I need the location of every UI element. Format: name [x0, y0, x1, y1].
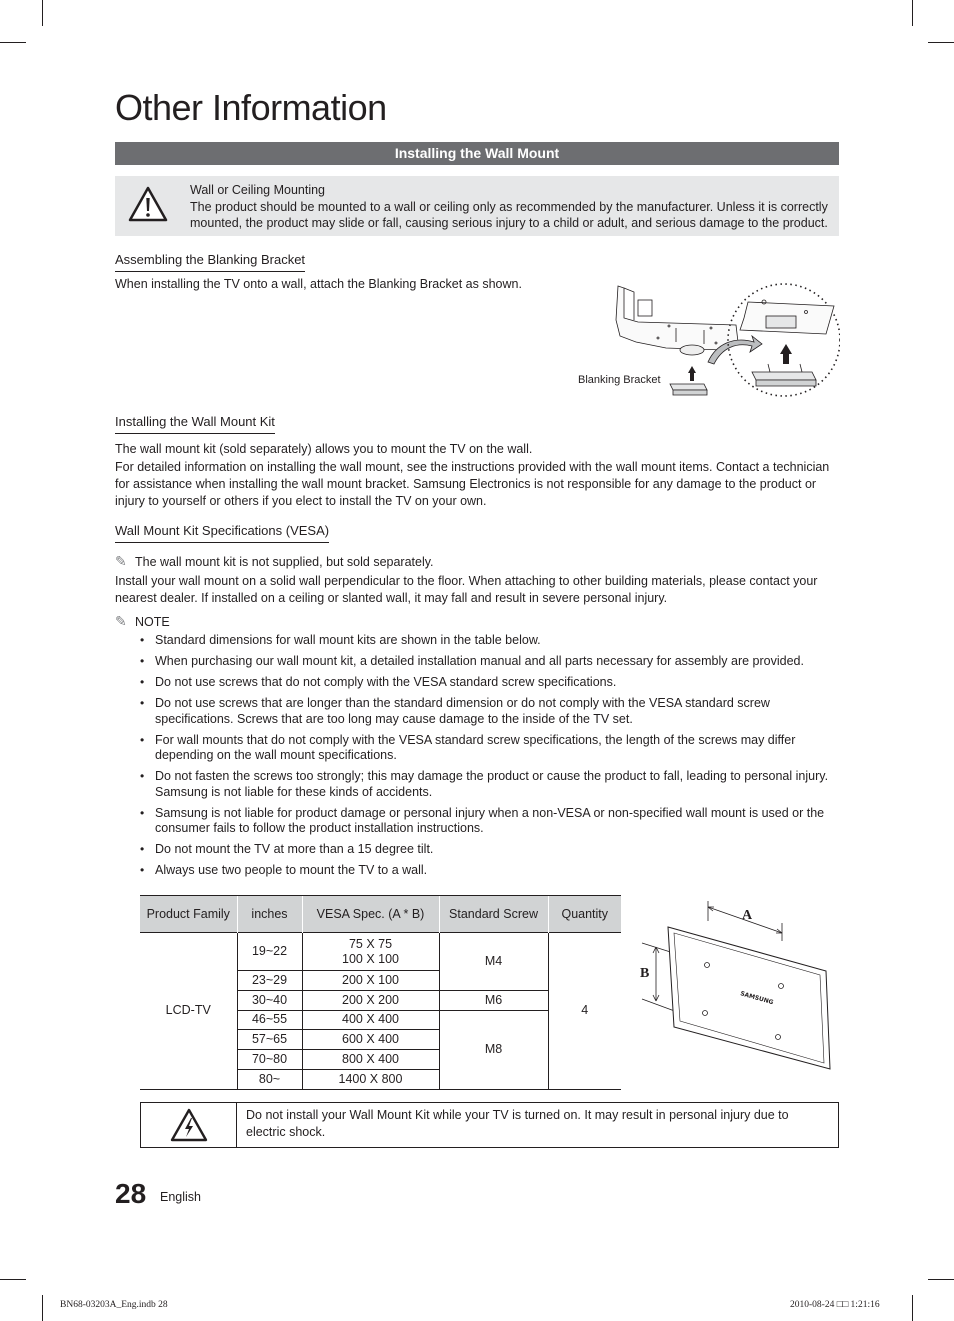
pencil-note-icon: ✎ — [115, 553, 127, 569]
pencil-note-icon: ✎ — [115, 613, 127, 629]
divider — [236, 1103, 237, 1147]
section-heading-vesa: Wall Mount Kit Specifications (VESA) — [115, 523, 329, 543]
note-label: NOTE — [135, 615, 170, 629]
table-cell-inches: 19~22 — [237, 933, 302, 971]
figure-label-b: B — [640, 966, 650, 981]
warning-text: The product should be mounted to a wall or ceiling only as recommended by the manufacturer. Unless it is correctly mounted, the product may slide or fall, causing serious injury to a child or adult, and serious damage to the product. — [190, 199, 828, 230]
table-cell-quantity: 4 — [548, 933, 621, 1090]
note-bullet-list — [140, 633, 840, 884]
electric-shock-icon — [170, 1108, 208, 1142]
table-cell-vesa — [302, 933, 439, 971]
table-cell-screw: M6 — [439, 990, 548, 1010]
list-item: • Always use two people to mount the TV to a wall. — [140, 863, 840, 879]
section-heading-blanking: Assembling the Blanking Bracket — [115, 252, 305, 272]
table-cell-family: LCD-TV — [140, 933, 237, 1090]
table-cell-inches: 23~29 — [237, 971, 302, 991]
warning-triangle-icon — [128, 186, 168, 222]
footer-file-info: BN68-03203A_Eng.indb 28 — [60, 1300, 168, 1310]
table-cell-inches: 80~ — [237, 1069, 302, 1089]
table-header-cell: Quantity — [548, 896, 621, 933]
blanking-bracket-figure — [576, 280, 840, 405]
warning-heading: Wall or Ceiling Mounting — [190, 183, 326, 197]
section-heading-wall-mount-kit: Installing the Wall Mount Kit — [115, 414, 275, 434]
table-cell-inches: 70~80 — [237, 1050, 302, 1070]
table-cell-inches: 46~55 — [237, 1010, 302, 1030]
table-cell-vesa-line: 100 X 100 — [342, 951, 399, 966]
list-item: • Do not use screws that are longer than the standard dimension or do not comply with the VESA standard screw specifications. Screws that are too long may cause damage to the inside of the TV set. — [140, 696, 840, 727]
footer-timestamp: 2010-08-24 □□ 1:21:16 — [790, 1300, 880, 1310]
list-item: • Do not mount the TV at more than a 15 degree tilt. — [140, 842, 840, 858]
list-item: • For wall mounts that do not comply with the VESA standard screw specifications, the length of the screws may differ depending on the wall mount specifications. — [140, 733, 840, 764]
table-cell-vesa: 200 X 100 — [302, 971, 439, 991]
note-line-1 — [115, 553, 434, 571]
crop-mark — [42, 1295, 43, 1321]
vesa-text: Install your wall mount on a solid wall perpendicular to the floor. When attaching to other building materials, please contact your nearest dealer. If installed on a ceiling or slanted wall, it may fall and result in severe personal injury. — [115, 574, 818, 605]
figure-brand-text: SAMSUNG — [739, 990, 775, 1007]
table-cell-vesa: 400 X 400 — [302, 1010, 439, 1030]
crop-mark — [912, 1295, 913, 1321]
table-header-cell: VESA Spec. (A * B) — [302, 896, 439, 933]
list-item: • Standard dimensions for wall mount kits are shown in the table below. — [140, 633, 840, 649]
page-number: 28 — [115, 1178, 147, 1209]
table-cell-vesa: 200 X 200 — [302, 990, 439, 1010]
list-item: • Do not use screws that do not comply with the VESA standard screw specifications. — [140, 675, 840, 691]
figure-label-a: A — [742, 908, 753, 923]
table-cell-vesa: 800 X 400 — [302, 1050, 439, 1070]
shock-warning-box — [140, 1102, 839, 1148]
crop-mark — [42, 0, 43, 26]
crop-mark — [928, 1279, 954, 1280]
table-cell-inches: 57~65 — [237, 1030, 302, 1050]
table-header-cell: inches — [237, 896, 302, 933]
warning-box — [115, 176, 839, 236]
page-language: English — [160, 1190, 201, 1204]
table-header-row — [140, 896, 621, 933]
crop-mark — [912, 0, 913, 26]
table-cell-vesa-line: 75 X 75 — [348, 936, 393, 951]
wall-mount-kit-text-2: For detailed information on installing the wall mount, see the instructions provided with the wall mount items. Contact a technician for assistance when installing the wall mount bracket. Samsung Electronics is not responsible for any damage to the product or injury to yourself or others if you elect to install the TV on your own. — [115, 460, 830, 508]
wall-mount-kit-text-1: The wall mount kit (sold separately) allows you to mount the TV on the wall. — [115, 442, 533, 456]
vesa-spec-table — [140, 895, 621, 1090]
table-cell-vesa: 600 X 400 — [302, 1030, 439, 1050]
page-title: Other Information — [115, 87, 387, 128]
table-header-cell: Product Family — [140, 896, 237, 933]
figure-label-blanking-bracket: Blanking Bracket — [578, 374, 661, 386]
table-cell-inches: 30~40 — [237, 990, 302, 1010]
vesa-dimension-figure — [628, 895, 838, 1080]
crop-mark — [928, 42, 954, 43]
table-cell-screw: M4 — [439, 933, 548, 991]
section-banner: Installing the Wall Mount — [115, 142, 839, 165]
list-item: • Do not fasten the screws too strongly; this may damage the product or cause the product to fall, leading to personal injury. Samsung is not liable for these kinds of accidents. — [140, 769, 840, 800]
list-item: • Samsung is not liable for product damage or personal injury when a non-VESA or non-specified wall mount is used or the consumer fails to follow the product installation instructions. — [140, 806, 840, 837]
shock-warning-text: Do not install your Wall Mount Kit while your TV is turned on. It may result in personal injury due to electric shock. — [246, 1108, 789, 1139]
table-header-cell: Standard Screw — [439, 896, 548, 933]
table-cell-vesa: 1400 X 800 — [302, 1069, 439, 1089]
crop-mark — [0, 1279, 26, 1280]
note-text: The wall mount kit is not supplied, but sold separately. — [135, 555, 434, 569]
note-label-line — [115, 613, 170, 631]
table-cell-screw: M8 — [439, 1010, 548, 1089]
crop-mark — [0, 42, 26, 43]
blanking-text: When installing the TV onto a wall, attach the Blanking Bracket as shown. — [115, 277, 522, 291]
list-item: • When purchasing our wall mount kit, a detailed installation manual and all parts necessary for assembly are provided. — [140, 654, 840, 670]
